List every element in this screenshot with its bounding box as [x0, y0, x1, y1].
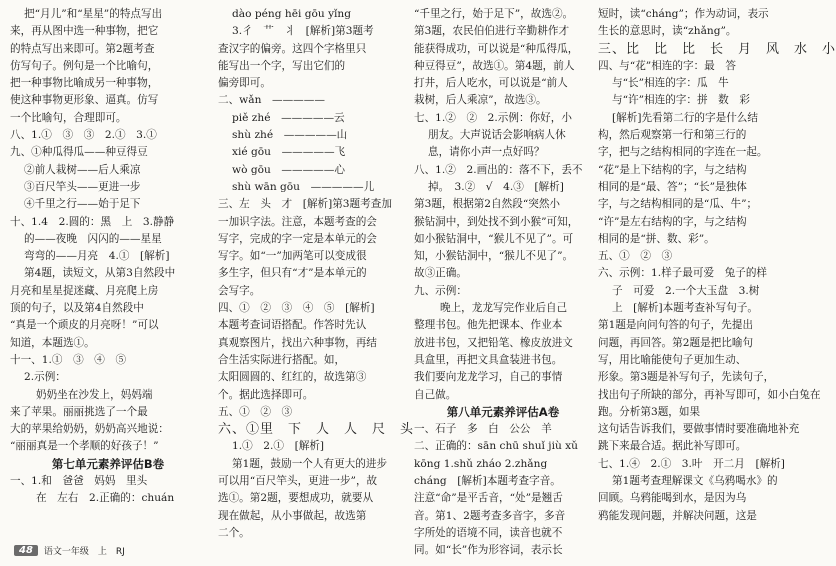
text-line: 字，与之结构相同的是“瓜、牛”； — [598, 198, 758, 211]
answer-line: 二、wǎn ————— — [218, 94, 325, 107]
answer-line: 五、① ② ③ — [598, 250, 673, 263]
answer-line: 九、①种瓜得瓜——种豆得豆 — [10, 146, 148, 159]
match-line: piě zhé —————云 — [232, 111, 345, 124]
answer-line: ③百尺竿头——更进一步 — [24, 180, 141, 193]
text-line: “花”是上下结构的字，与之结构 — [598, 163, 747, 176]
text-line: 知道，本题选①。 — [10, 336, 95, 349]
answer-line: 一、石子 多 白 公公 羊 — [414, 423, 552, 436]
answer-line: 六、①里 下 人 人 尺 头 — [218, 422, 415, 438]
text-line: 晚上，龙龙写完作业后自己 — [440, 302, 568, 315]
text-line: 月亮和星星捉迷藏、月亮爬上房 — [10, 284, 159, 297]
text-line: 回顾。乌鸦能喝到水，是因为乌 — [598, 492, 747, 505]
text-line: 上 [解析]本题考查补写句子。 — [612, 302, 758, 315]
text-line: 第1题考查理解课文《乌鸦喝水》的 — [612, 475, 778, 488]
answer-line: 与“长”相连的字：瓜 牛 — [612, 77, 729, 90]
text-line: 二个。 — [218, 526, 250, 539]
text-line: 构，然后观察第一行和第三行的 — [598, 129, 747, 142]
text-line: 故③正确。 — [414, 267, 467, 280]
text-line: 音。第1、2题考查多音字，多音 — [414, 509, 566, 522]
answer-line: 九、示例： — [414, 284, 467, 297]
column-3 — [414, 6, 592, 560]
text-line: 查汉字的偏旁。这四个字格里只 — [218, 42, 367, 55]
text-line: 来了苹果。丽丽挑选了一个最 — [10, 405, 148, 418]
text-line: 知，小猴钻洞中，“猴儿不见了”。 — [414, 250, 574, 263]
answer-line: 六、示例：1.样子最可爱 兔子的样 — [598, 267, 768, 280]
answer-line: 八、1.② 2.画出的：落不下，丢不 — [414, 163, 583, 176]
text-line: 写字。如“一”加两笔可以变成很 — [218, 250, 367, 263]
text-line: 来，再从图中选一种事物，把它 — [10, 25, 159, 38]
text-line: 第4题，读短文，从第3自然段中 — [24, 267, 176, 280]
text-line: 能写出一个字，写出它们的 — [218, 59, 346, 72]
answer-line: 七、1.② ② 2.示例：你好，小 — [414, 111, 572, 124]
page-footer — [14, 544, 125, 557]
text-line: 太阳圆圆的、红红的，故选第③ — [218, 371, 367, 384]
answer-line: 在 左右 2.正确的：chuán — [36, 492, 175, 505]
pinyin-line: dào péng hēi gōu yǐng — [232, 8, 352, 20]
text-line: “千里之行，始于足下”，故选②。 — [414, 8, 574, 20]
answer-line: 子 可爱 2.一个大玉盘 3.树 — [612, 284, 760, 297]
page-number: 48 — [14, 545, 38, 556]
text-line: 找出句子所缺的部分，再补写即可，如小白兔在 — [598, 388, 821, 401]
answer-line: 八、1.① ③ ③ 2.① 3.① — [10, 129, 157, 142]
text-line: 这句话告诉我们，要做事情时要准确地补充 — [598, 423, 800, 436]
text-line: 把一种事物比喻成另一种事物， — [10, 77, 159, 90]
answer-line: 四、与“花”相连的字：最 答 — [598, 59, 736, 72]
answer-line: 1.① 2.① [解析] — [232, 440, 325, 453]
answer-line: ④千里之行——始于足下 — [24, 198, 141, 211]
text-line: 同。如“长”作为形容词，表示长 — [414, 544, 563, 557]
answer-line: ②前人栽树——后人乘凉 — [24, 163, 141, 176]
text-line: 会写字。 — [218, 284, 261, 297]
text-line: 相同的是“拼、数、彩”。 — [598, 232, 715, 245]
text-line: [解析]先看第二行的字是什么结 — [612, 111, 758, 124]
answer-line: 五、① ② ③ — [218, 405, 293, 418]
text-line: 息，请你小声一点好吗？ — [428, 146, 545, 159]
text-line: 生长的意思时，读“zhǎng”。 — [598, 25, 737, 38]
text-line: 一个比喻句，合理即可。 — [10, 111, 127, 124]
text-line: 我们要向龙龙学习，自己的事情 — [414, 371, 563, 384]
text-line: 打井，后人吃水，可以说是“前人 — [414, 77, 568, 90]
section-title: 第八单元素养评估A卷 — [446, 404, 560, 419]
match-line: xié gōu —————飞 — [232, 146, 346, 159]
answer-line: 一、1.和 爸爸 妈妈 里头 — [10, 475, 148, 488]
text-line: 能获得成功，可以说是“种瓜得瓜， — [414, 42, 579, 55]
text-line: 可以用“百尺竿头，更进一步”，故 — [218, 475, 378, 488]
text-line: 大的苹果给奶奶，奶奶高兴地说： — [10, 423, 169, 436]
section-title: 第七单元素养评估B卷 — [51, 456, 165, 471]
text-line: 字所处的语境不同，读音也就不 — [414, 526, 563, 539]
answer-line: 与“许”相连的字：拼 数 彩 — [612, 94, 750, 107]
text-line: 第1题，鼓励一个人有更大的进步 — [232, 457, 388, 470]
text-line: 的特点写出来即可。第2题考查 — [10, 42, 155, 55]
text-line: 使这种事物更形象、逼真。仿写 — [10, 94, 159, 107]
text-line: 真观察图片，找出六种事物，再结 — [218, 336, 377, 349]
text-line: 本题考查词语搭配。作答时先认 — [218, 319, 367, 332]
text-line: 朋友。大声说话会影响病人休 — [428, 129, 566, 142]
answer-line: 3.彳 艹 丬 [解析]第3题考 — [232, 25, 374, 38]
text-line: 跑。分析第3题，如果 — [598, 405, 701, 418]
text-line: 跳下来最合适。据此补写即可。 — [598, 440, 747, 453]
match-line: shù wān gōu —————儿 — [232, 180, 375, 193]
text-line: “真是一个顽皮的月亮呀！”可以 — [10, 319, 159, 332]
text-line: 把“月儿”和“星星”的特点写出 — [24, 8, 163, 20]
answer-line: 的——夜晚 闪闪的——星星 — [24, 232, 162, 245]
text-line: 合生活实际进行搭配。如， — [218, 353, 346, 366]
match-line: shù zhé —————山 — [232, 129, 348, 142]
footer-label: 语文一年级 上 RJ — [43, 547, 125, 557]
answer-line: 四、① ② ③ ④ ⑤ [解析] — [218, 302, 375, 315]
answer-line: 十一、1.① ③ ④ ⑤ — [10, 353, 127, 366]
text-line: 注意“命”是平舌音，“处”是翘舌 — [414, 492, 563, 505]
answer-line: 二、正确的：sān chū shuǐ jiù xǔ — [414, 440, 578, 453]
text-line: 偏旁即可。 — [218, 77, 271, 90]
answer-line: 2.示例： — [24, 371, 66, 384]
text-line: 写，用比喻能使句子更加生动、 — [598, 353, 747, 366]
text-line: 仿写句子。例句是一个比喻句， — [10, 59, 159, 72]
text-line: 多生字，但只有“才”是本单元的 — [218, 267, 367, 280]
text-line: “许”是左右结构的字，与之结构 — [598, 215, 747, 228]
column-2 — [218, 6, 415, 542]
text-line: 鸦能发现问题，并解决问题，这是 — [598, 509, 757, 522]
text-line: 相同的是“最、答”；“长”是独体 — [598, 180, 747, 193]
text-line: 第1题是向问句答的句子，先提出 — [598, 319, 754, 332]
text-line: 一加识字法。注意，本题考查的会 — [218, 215, 377, 228]
answer-line: cháng [解析]本题考查字音。 — [414, 475, 561, 488]
text-line: 写字，完成的字一定是本单元的会 — [218, 232, 377, 245]
answer-line: 十、1.4 2.圆的：黑 上 3.静静 — [10, 215, 175, 228]
answer-line: 三、比 比 比 长 月 风 水 小 — [598, 41, 836, 57]
text-line: 自己做。 — [414, 388, 457, 401]
text-line: 选①。第2题，要想成功，就要从 — [218, 492, 374, 505]
text-line: 顶的句子，以及第4自然段中 — [10, 302, 144, 315]
text-line: 形象。第3题是补写句子，先读句子， — [598, 371, 775, 384]
text-line: 现在做起，从小事做起，故选第 — [218, 509, 367, 522]
pinyin-line: kōng 1.shǔ zháo 2.zhǎng — [414, 457, 548, 470]
text-line: 个。据此选择即可。 — [218, 388, 314, 401]
text-line: 字，把与之结构相同的字连在一起。 — [598, 146, 768, 159]
match-line: wò gōu —————心 — [232, 163, 345, 176]
text-line: 具盒里，再把文具盒装进书包。 — [414, 353, 563, 366]
answer-line: 三、左 头 才 [解析]第3题考查加 — [218, 198, 392, 211]
text-line: 猴钻洞中，到处找不到小猴”可知， — [414, 215, 579, 228]
text-line: 第3题，农民伯伯进行辛勤耕作才 — [414, 25, 570, 38]
text-line: 第3题，根据第2自然段“突然小 — [414, 198, 561, 211]
text-line: 如小猴钻洞中，“猴儿不见了”。可 — [414, 232, 574, 245]
answer-line: 七、1.④ 2.① 3.叶 开二月 [解析] — [598, 457, 785, 470]
text-line: 整理书包。他先把课本、作业本 — [414, 319, 563, 332]
column-1 — [10, 6, 206, 508]
text-line: 种豆得豆”，故选①。第4题，前人 — [414, 59, 575, 72]
text-line: 奶奶坐在沙发上，妈妈端 — [36, 388, 153, 401]
column-4 — [598, 6, 836, 525]
text-line: 栽树，后人乘凉”，故选③。 — [414, 94, 547, 107]
answer-line: 掉。 3.② √ 4.③ [解析] — [428, 180, 564, 193]
text-line: 放进书包，又把铅笔、橡皮放进文 — [414, 336, 573, 349]
answer-line: 弯弯的——月亮 4.① [解析] — [24, 250, 170, 263]
text-line: 短时，读“cháng”；作为动词，表示 — [598, 8, 769, 20]
text-line: “丽丽真是一个孝顺的好孩子！” — [10, 440, 159, 453]
text-line: 问题，再回答。第2题是把比喻句 — [598, 336, 754, 349]
